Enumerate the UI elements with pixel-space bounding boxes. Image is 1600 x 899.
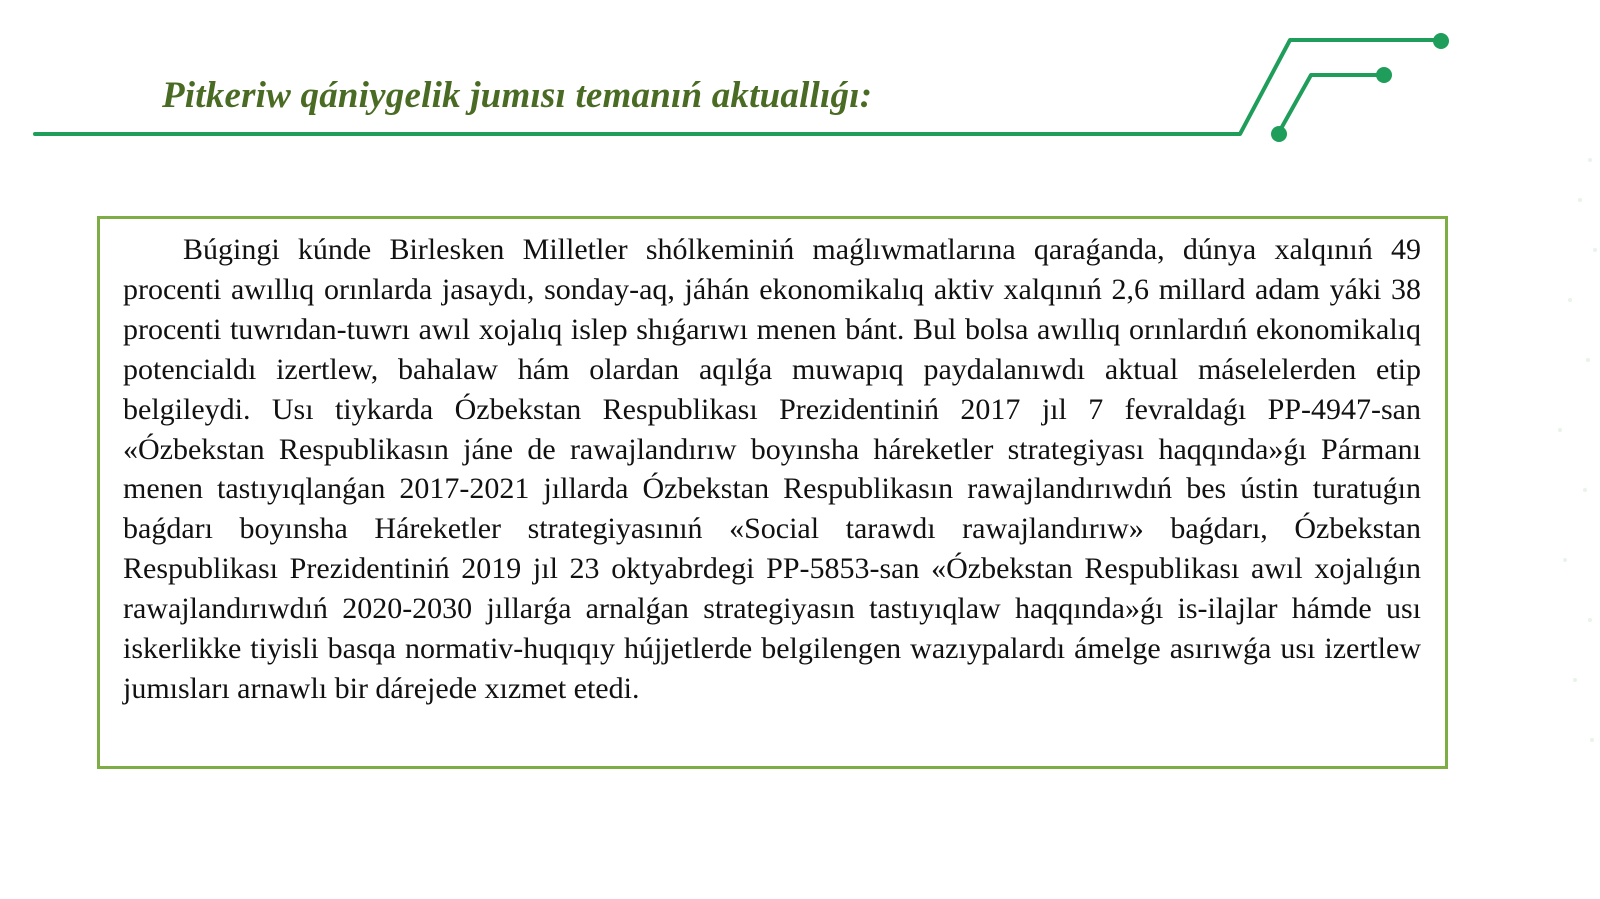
circuit-node-bottom — [1271, 126, 1287, 142]
slide-title: Pitkeriw qániygelik jumısı temanıń aktuallıǵı: — [162, 75, 873, 116]
background-dot-pattern — [1540, 140, 1600, 760]
circuit-node-top — [1433, 33, 1449, 49]
body-paragraph: Búgingi kúnde Birlesken Milletler shólkeminiń maǵlıwmatlarına qaraǵanda, dúnya xalqınıń 49 procenti awıllıq orınlarda jasaydı, sonday-aq, jáhán ekonomikalıq aktiv xalqınıń 2,6 millard adam yáki 38 procenti tuwrıdan-tuwrı awıl xojalıq islep shıǵarıwı menen bánt. Bul bolsa awıllıq orınlardıń ekonomikalıq potencialdı izertlew, bahalaw hám olardan aqılǵa muwapıq paydalanıwdı aktual máselelerden etip belgileydi. Usı tiykarda Ózbekstan Respublikası Prezidentiniń 2017 jıl 7 fevraldaǵı PP-4947-san «Ózbekstan Respublikasın jáne de rawajlandırıw boyınsha háreketler strategiyası haqqında»ǵı Pármanı menen tastıyıqlanǵan 2017-2021 jıllarda Ózbekstan Respublikasın rawajlandırıwdıń bes ústin turatuǵın baǵdarı boyınsha Háreketler strategiyasınıń «Social tarawdı rawajlandırıw» baǵdarı, Ózbekstan Respublikası Prezidentiniń 2019 jıl 23 oktyabrdegi PP-5853-san «Ózbekstan Respublikası awıl xojalıǵın rawajlandırıwdıń 2020-2030 jıllarǵa arnalǵan strategiyasın tastıyıqlaw haqqında»ǵı is-ilajlar hámde usı iskerlikke tiyisli basqa normativ-huqıqıy hújjetlerde belgilengen wazıypalardı ámelge asırıwǵa usı izertlew jumısları arnawlı bir dárejede xızmet etedi. — [123, 233, 1421, 705]
circuit-branch — [1278, 75, 1383, 134]
content-text-box — [97, 216, 1448, 769]
circuit-node-middle — [1376, 67, 1392, 83]
